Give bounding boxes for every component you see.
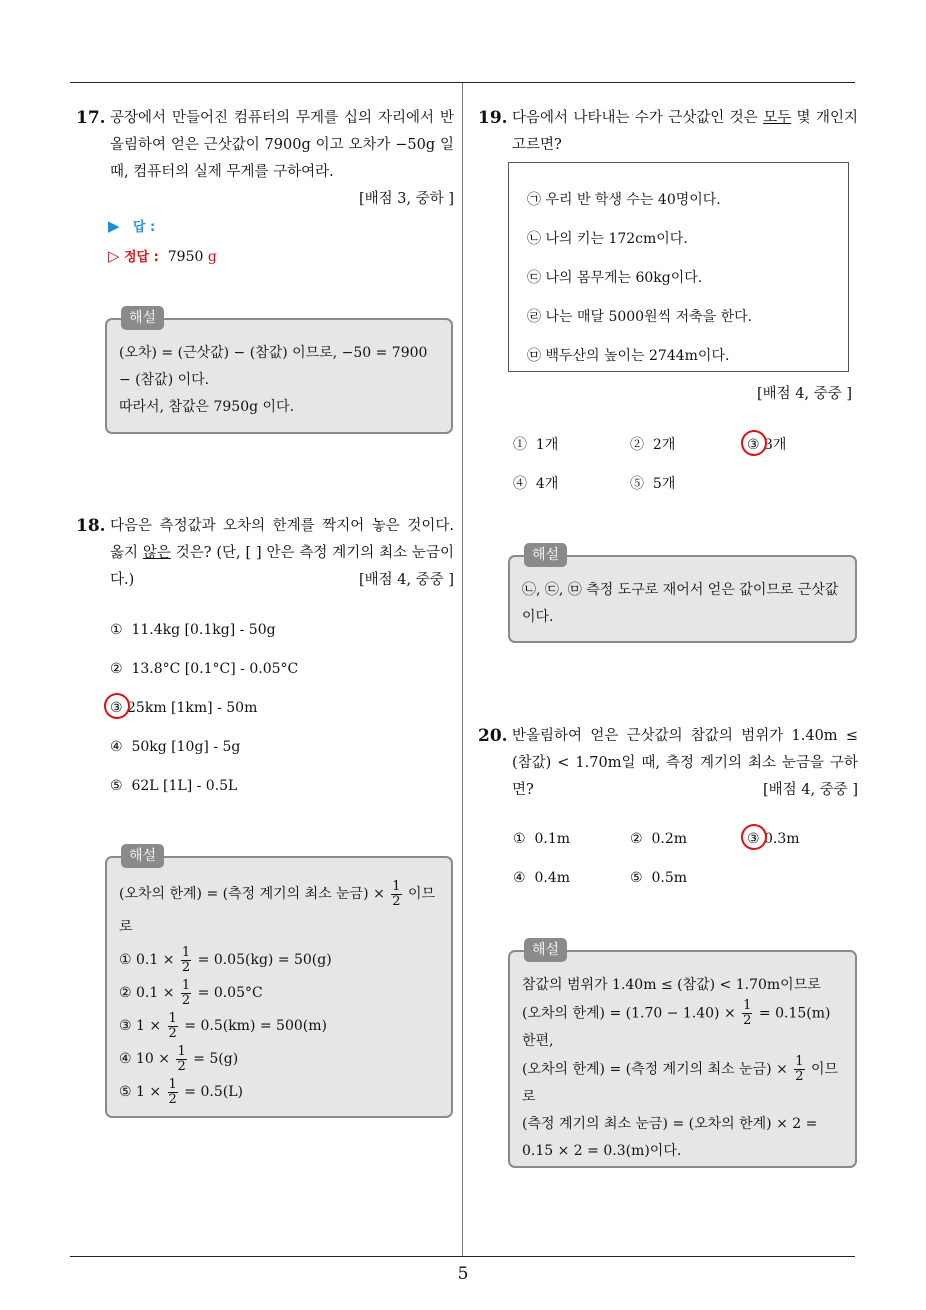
answer-circle-mark: ③ <box>110 700 123 716</box>
answer-circle-mark: ③ <box>747 831 760 847</box>
explanation-tag: 해설 <box>524 938 567 962</box>
option-5: ⑤ 62L [1L] - 0.5L <box>110 778 238 794</box>
underlined-word: 않은 <box>142 545 171 561</box>
answer-label: 답 : <box>132 220 156 235</box>
option-4: ④ 0.4m <box>513 870 571 886</box>
underlined-word: 모두 <box>763 110 792 126</box>
option-1: ① 1개 <box>513 437 559 453</box>
answer-area-17 <box>108 212 217 272</box>
calc-line: ③ 1 × $\frac{1}{2}$ = 0.5(km) = 500(m) <box>119 1010 327 1041</box>
question-text: 다음은 측정값과 오차의 한계를 짝지어 놓은 것이다. 옳지 않은 것은? (단, [ ] 안은 측정 계기의 최소 눈금이다.) <box>110 518 454 588</box>
question-17 <box>76 105 454 213</box>
fraction: $\frac{1}{2}$ <box>392 878 401 909</box>
question-meta: [배점 4, 중중 ] <box>762 782 858 798</box>
question-number: 18. <box>76 516 106 536</box>
explanation-line: (오차) = (근삿값) − (참값) 이므로, −50 = 7900 − (참값) 이다. <box>119 345 428 388</box>
calc-line: ② 0.1 × $\frac{1}{2}$ = 0.05°C <box>119 977 263 1008</box>
explanation-box-20 <box>508 942 857 1168</box>
question-text: 공장에서 만들어진 컴퓨터의 무게를 십의 자리에서 반올림하여 얻은 근삿값이 7900g 이고 오차가 −50g 일 때, 컴퓨터의 실제 무게를 구하여라. <box>110 110 454 180</box>
question-meta: [배점 4, 중중 ] <box>358 572 454 588</box>
explanation-box-17 <box>105 310 453 434</box>
statement-box <box>508 162 849 372</box>
explanation-line: ㉡, ㉢, ㉤ 측정 도구로 재어서 얻은 값이므로 근삿값이다. <box>522 582 839 625</box>
option-1: ① 11.4kg [0.1kg] - 50g <box>110 622 276 638</box>
calc-line: ⑤ 1 × $\frac{1}{2}$ = 0.5(L) <box>119 1076 243 1107</box>
option-3: ③ 3개 <box>747 437 787 453</box>
statement-item: ㉢ 나의 몸무게는 60kg이다. <box>527 270 703 286</box>
explanation-line: (오차의 한계) = (1.70 − 1.40) × $\frac{1}{2}$ = 0.15(m) <box>522 998 831 1028</box>
option-5: ⑤ 5개 <box>630 476 676 492</box>
option-2: ② 13.8°C [0.1°C] - 0.05°C <box>110 661 299 677</box>
question-18 <box>76 513 454 594</box>
question-number: 19. <box>478 108 508 128</box>
explanation-box-19 <box>508 547 857 643</box>
correct-unit: g <box>207 249 217 265</box>
explanation-tag: 해설 <box>121 844 164 868</box>
statement-item: ㉠ 우리 반 학생 수는 40명이다. <box>527 192 721 208</box>
page-number: 5 <box>457 1264 469 1284</box>
explanation-line: 따라서, 참값은 7950g 이다. <box>119 399 295 415</box>
column-divider <box>462 83 463 1256</box>
explanation-line: 참값의 범위가 1.40m ≤ (참값) < 1.70m이므로 <box>522 977 821 993</box>
option-3: ③ 0.3m <box>747 831 800 847</box>
explanation-tag: 해설 <box>524 543 567 567</box>
option-2: ② 0.2m <box>630 831 688 847</box>
question-number: 17. <box>76 108 106 128</box>
option-5: ⑤ 0.5m <box>630 870 688 886</box>
explanation-line: 한편, <box>522 1033 554 1049</box>
correct-value: 7950 <box>167 249 204 265</box>
question-number: 20. <box>478 726 508 746</box>
explanation-tag: 해설 <box>121 306 164 330</box>
question-meta: [배점 3, 중하 ] <box>358 191 454 207</box>
question-19 <box>478 105 858 159</box>
question-text: 다음에서 나타내는 수가 근삿값인 것은 모두 몇 개인지 고르면? <box>512 110 858 153</box>
option-4: ④ 4개 <box>513 476 559 492</box>
fraction: $\frac{1}{2}$ <box>795 1054 804 1084</box>
explanation-line: (측정 계기의 최소 눈금) = (오차의 한계) × 2 = 0.15 × 2 = 0.3(m)이다. <box>522 1116 818 1159</box>
option-1: ① 0.1m <box>513 831 571 847</box>
option-2: ② 2개 <box>630 437 676 453</box>
bottom-rule <box>70 1256 855 1257</box>
question-meta: [배점 4, 중중 ] <box>756 386 852 402</box>
explanation-intro: (오차의 한계) = (측정 계기의 최소 눈금) × $\frac{1}{2}$ 이므로 <box>119 878 436 935</box>
option-3: ③ 25km [1km] - 50m <box>110 700 258 716</box>
explanation-box-18 <box>105 848 453 1118</box>
calc-line: ① 0.1 × $\frac{1}{2}$ = 0.05(kg) = 50(g) <box>119 944 332 975</box>
question-20 <box>478 723 858 804</box>
question-text: 반올림하여 얻은 근삿값의 참값의 범위가 1.40m ≤ (참값) < 1.70m일 때, 측정 계기의 최소 눈금을 구하면? <box>512 728 858 798</box>
fraction: $\frac{1}{2}$ <box>743 998 752 1028</box>
statement-item: ㉤ 백두산의 높이는 2744m이다. <box>527 348 730 364</box>
play-triangle-icon: ▶ <box>108 217 120 235</box>
correct-label: 정답 : <box>124 250 159 265</box>
statement-item: ㉣ 나는 매달 5000원씩 저축을 한다. <box>527 309 753 325</box>
open-triangle-icon: ▷ <box>108 247 120 265</box>
calc-line: ④ 10 × $\frac{1}{2}$ = 5(g) <box>119 1043 239 1074</box>
statement-item: ㉡ 나의 키는 172cm이다. <box>527 231 688 247</box>
answer-circle-mark: ③ <box>747 437 760 453</box>
explanation-line: (오차의 한계) = (측정 계기의 최소 눈금) × $\frac{1}{2}$ 이므로 <box>522 1054 839 1105</box>
option-4: ④ 50kg [10g] - 5g <box>110 739 241 755</box>
